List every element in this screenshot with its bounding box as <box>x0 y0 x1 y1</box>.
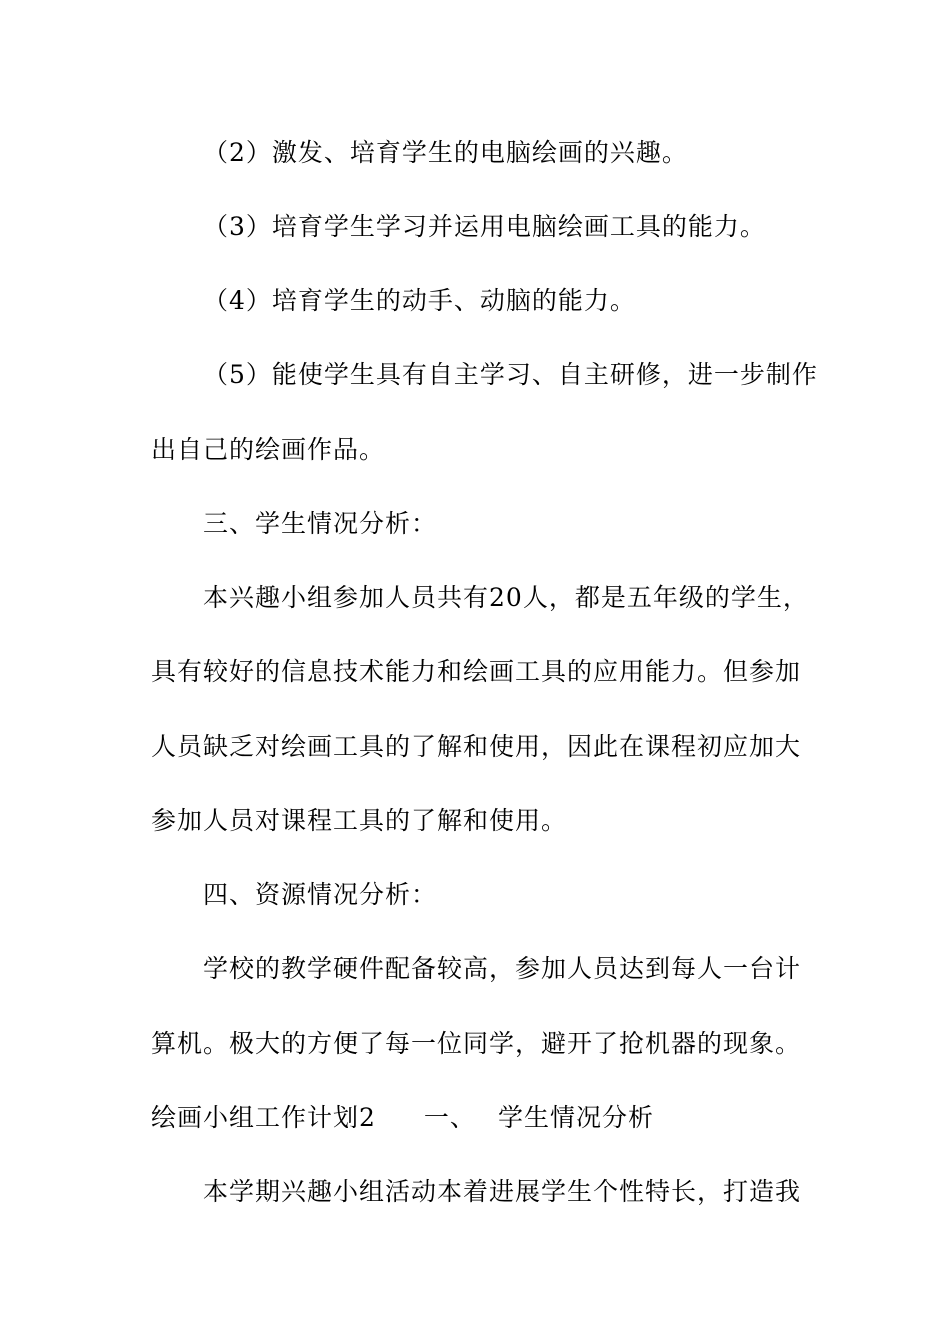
goal-item-3: （3）培育学生学习并运用电脑绘画工具的能力。 <box>203 212 766 241</box>
goal-item-4: （4）培育学生的动手、动脑的能力。 <box>203 286 636 315</box>
section-number: 一、 <box>423 1103 476 1132</box>
section-heading-resource-analysis: 四、资源情况分析： <box>203 880 438 909</box>
section-title: 学生情况分析 <box>497 1103 654 1132</box>
section-heading-student-analysis: 三、学生情况分析： <box>203 509 438 538</box>
paragraph-line: 算机。极大的方便了每一位同学，避开了抢机器的现象。 <box>151 1029 802 1058</box>
goal-item-2: （2）激发、培育学生的电脑绘画的兴趣。 <box>203 138 688 167</box>
paragraph-line: 具有较好的信息技术能力和绘画工具的应用能力。但参加 <box>151 657 802 686</box>
paragraph-line: 学校的教学硬件配备较高，参加人员达到每人一台计 <box>203 954 802 983</box>
paragraph-line: 本学期兴趣小组活动本着进展学生个性特长，打造我 <box>203 1177 802 1206</box>
paragraph-line: 本兴趣小组参加人员共有20人，都是五年级的学生， <box>203 583 809 612</box>
paragraph-line: 参加人员对课程工具的了解和使用。 <box>151 806 568 835</box>
plan-heading-line <box>151 1101 654 1135</box>
goal-item-5-continued: 出自己的绘画作品。 <box>151 435 386 464</box>
paragraph-line: 人员缺乏对绘画工具的了解和使用，因此在课程初应加大 <box>151 732 802 761</box>
plan-title: 绘画小组工作计划2 <box>151 1103 376 1132</box>
goal-item-5: （5）能使学生具有自主学习、自主研修，进一步制作 <box>203 360 818 389</box>
